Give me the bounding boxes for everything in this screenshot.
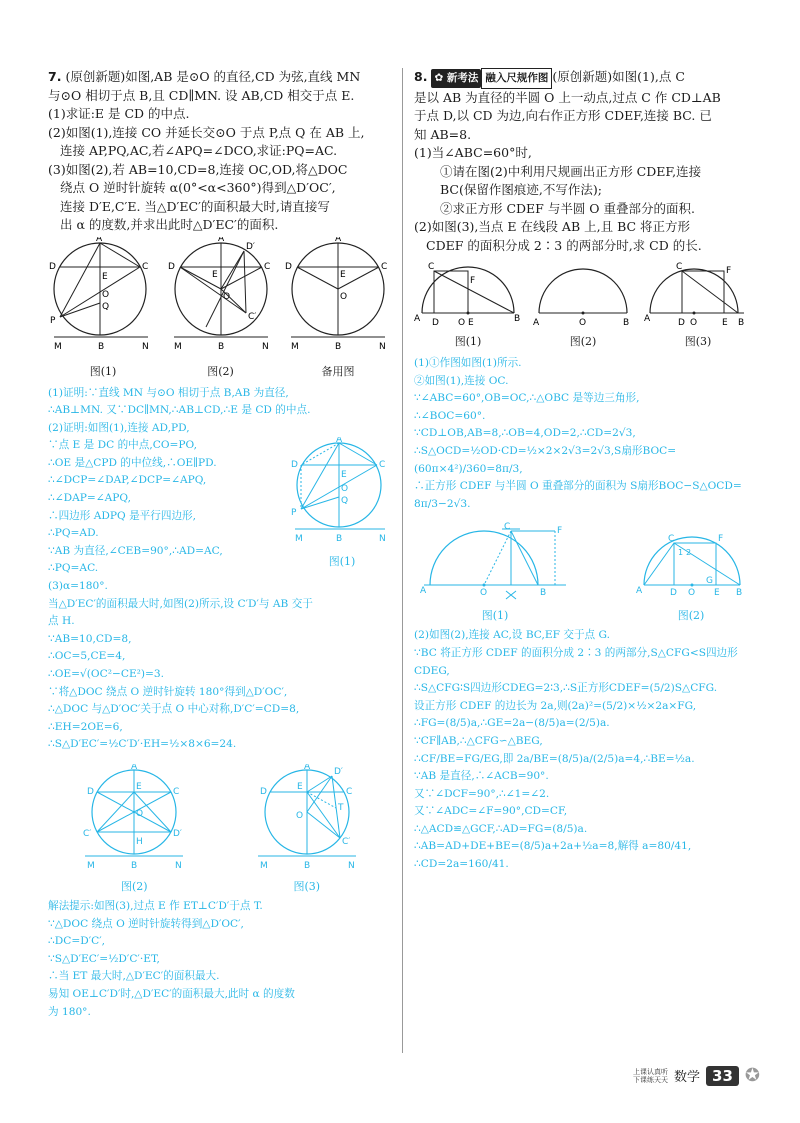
slogan-line-1: 上课认真听	[633, 1067, 669, 1076]
svg-text:B: B	[540, 588, 547, 599]
svg-text:C: C	[381, 261, 388, 272]
svg-text:O: O	[295, 810, 303, 821]
q7-answer-fig-caption-2: 图(2)	[120, 879, 148, 893]
svg-text:A: A	[336, 436, 343, 445]
q8-ans-line: ∵CD⊥OB,AB=8,∴OB=4,OD=2,∴CD=2√3,	[414, 427, 636, 440]
q8-ans-line: 8π/3−2√3.	[414, 497, 471, 510]
q7-answer-figure-3	[252, 764, 362, 894]
q8-answer	[414, 355, 752, 513]
svg-text:D: D	[285, 261, 292, 272]
svg-text:M: M	[87, 860, 96, 871]
svg-text:E: E	[341, 469, 347, 480]
q8-line-6: BC(保留作图痕迹,不写作法);	[440, 182, 602, 197]
q8-ans2-line: ∴CF/BE=FG/EG,即 2a/BE=(8/5)a/(2/5)a=4,∴BE=½a.	[414, 752, 695, 765]
svg-text:Q: Q	[102, 301, 110, 312]
svg-text:D′: D′	[333, 766, 343, 777]
q8-answer-fig-caption-2: 图(2)	[677, 609, 705, 623]
q8-ans2-line: ∵BC 将正方形 CDEF 的面积分成 2∶3 的两部分,S△CFG<S四边形CDEG,	[414, 646, 738, 677]
svg-text:O: O	[480, 588, 488, 599]
q7-answer-fig-caption: 图(1)	[328, 554, 356, 568]
svg-text:H: H	[136, 836, 144, 847]
q7-answer-hint	[48, 898, 393, 1021]
q7-line-3: (2)如图(1),连接 CO 并延长交⊙O 于点 P,点 Q 在 AB 上,	[48, 124, 365, 140]
svg-text:1: 1	[678, 548, 684, 558]
q7-number: 7.	[48, 69, 62, 84]
q7-fig-caption-1: 图(1)	[89, 364, 117, 378]
svg-text:B: B	[98, 341, 105, 352]
q7-ans-line: ∵将△DOC 绕点 O 逆时针旋转 180°得到△D′OC′,	[48, 685, 288, 698]
q7-ans-line: ∴四边形 ADPQ 是平行四边形,	[48, 509, 196, 522]
svg-text:D′: D′	[245, 241, 255, 252]
svg-text:B: B	[738, 318, 745, 328]
svg-text:C: C	[345, 786, 353, 797]
svg-text:C: C	[428, 262, 435, 272]
svg-text:C: C	[668, 534, 675, 545]
q7-ans-line: (1)证明:∵直线 MN 与⊙O 相切于点 B,AB 为直径,	[48, 386, 289, 399]
svg-text:O: O	[222, 291, 230, 302]
q7-ans-line: (3)α=180°.	[48, 580, 108, 593]
question-8	[414, 68, 752, 874]
q7-ans-line: 当△D′EC′的面积最大时,如图(2)所示,设 C′D′与 AB 交于	[48, 597, 313, 610]
svg-text:N: N	[379, 533, 386, 544]
q7-answer	[48, 385, 393, 754]
svg-text:M: M	[54, 341, 62, 352]
q8-ans-line: (1)①作图如图(1)所示.	[414, 357, 522, 369]
question-7	[48, 68, 393, 1021]
svg-text:E: E	[714, 588, 720, 599]
svg-text:P: P	[50, 315, 56, 326]
svg-text:D: D	[678, 318, 685, 328]
q8-ans2-line: ∴S△CFG∶S四边形CDEG=2∶3,∴S正方形CDEF=(5/2)S△CFG.	[414, 682, 718, 695]
q8-ans2-line: ∴△ACD≌△GCF,∴AD=FG=(8/5)a.	[414, 822, 588, 835]
q8-ans-line: ∴正方形 CDEF 与半圆 O 重叠部分的面积为 S扇形BOC−S△OCD=	[414, 480, 742, 493]
q8-fig-caption-3: 图(3)	[684, 335, 712, 348]
q7-line-5: (3)如图(2),若 AB=10,CD=8,连接 OC,OD,将△DOC	[48, 161, 348, 177]
svg-text:A: A	[335, 236, 342, 244]
svg-text:A: A	[96, 236, 103, 244]
q8-ans-line: ②如图(1),连接 OC.	[414, 374, 509, 387]
svg-text:P: P	[291, 507, 297, 518]
q7-hint-line: 解法提示:如图(3),过点 E 作 ET⊥C′D′于点 T.	[48, 899, 263, 912]
q7-figure-backup	[283, 237, 393, 379]
slogan-line-2: 下课练天天	[633, 1075, 669, 1084]
q7-ans-line: ∴△DOC 与△D′OC′关于点 O 中心对称,D′C′=CD=8,	[48, 703, 300, 716]
svg-text:B: B	[335, 341, 342, 352]
q8-ans2-line: ∴AB=AD+DE+BE=(8/5)a+2a+½a=8,解得 a=80/41,	[414, 840, 692, 853]
footer-slogan	[633, 1068, 668, 1084]
q7-ans-line: ∴OC=5,CE=4,	[48, 650, 126, 663]
q7-ans-line: ∵AB 为直径,∠CEB=90°,∴AD=AC,	[48, 544, 223, 557]
svg-text:G: G	[706, 576, 713, 587]
svg-text:M: M	[173, 341, 182, 352]
q7-fig-caption-2: 图(2)	[207, 364, 234, 378]
q8-ans2-line: 设正方形 CDEF 的边长为 2a,则(2a)²=(5/2)×½×2a×FG,	[414, 699, 697, 712]
svg-text:O: O	[458, 318, 466, 328]
q8-ans2-line: (2)如图(2),连接 AC,设 BC,EF 交于点 G.	[414, 629, 610, 642]
svg-text:O: O	[136, 808, 144, 819]
svg-text:A: A	[533, 318, 540, 328]
q7-figure-1	[48, 237, 158, 379]
svg-text:C′: C′	[247, 311, 256, 322]
q7-answer-figure-2	[79, 764, 189, 894]
svg-text:C′: C′	[341, 836, 351, 847]
svg-text:B: B	[217, 341, 224, 352]
q8-answer-fig-caption-1: 图(1)	[481, 609, 509, 623]
svg-text:A: A	[636, 586, 643, 597]
svg-text:E: E	[722, 318, 728, 328]
svg-text:F: F	[718, 534, 724, 545]
svg-text:M: M	[291, 341, 299, 352]
mascot-icon: ✪	[744, 1065, 760, 1086]
q8-ans2-line: ∵CF∥AB,∴△CFG∽△BEG,	[414, 734, 543, 747]
q8-line-2: 于点 D,以 CD 为边,向右作正方形 CDEF,连接 BC. 已	[414, 108, 712, 123]
q7-hint-line: ∴DC=D′C′,	[48, 935, 105, 948]
svg-text:2: 2	[686, 548, 692, 558]
svg-text:A: A	[303, 763, 310, 772]
q7-ans-line: ∴∠DAP=∠APQ,	[48, 492, 131, 505]
q8-ans-line: ∴∠BOC=60°.	[414, 409, 486, 422]
svg-text:D: D	[49, 261, 56, 272]
q7-line-1: 与⊙O 相切于点 B,且 CD∥MN. 设 AB,CD 相交于点 E.	[48, 87, 355, 103]
svg-text:B: B	[303, 860, 310, 871]
subject-label: 数学	[674, 1070, 701, 1085]
svg-text:D′: D′	[173, 828, 183, 839]
svg-text:C: C	[504, 522, 511, 533]
svg-text:D: D	[259, 786, 267, 797]
svg-text:O: O	[579, 318, 587, 328]
svg-text:C: C	[676, 262, 683, 272]
svg-text:B: B	[514, 314, 521, 324]
svg-text:E: E	[296, 781, 303, 792]
svg-text:N: N	[175, 860, 182, 871]
q7-hint-line: ∵△DOC 绕点 O 逆时针旋转得到△D′OC′,	[48, 917, 244, 930]
svg-text:E: E	[340, 269, 346, 280]
svg-text:Q: Q	[341, 495, 349, 506]
q7-answer-fig-caption-3: 图(3)	[293, 879, 321, 893]
q7-ans-line: ∴AB⊥MN. 又∵DC∥MN,∴AB⊥CD,∴E 是 CD 的中点.	[48, 404, 311, 417]
q7-ans-line: ∴∠DCP=∠DAP,∠DCP=∠APQ,	[48, 474, 207, 487]
page-footer	[633, 1065, 760, 1086]
svg-text:O: O	[340, 291, 348, 302]
q7-ans-line: ∴S△D′EC′=½C′D′·EH=½×8×6=24.	[48, 738, 237, 751]
q7-line-0: 7. (原创新题)如图,AB 是⊙O 的直径,CD 为弦,直线 MN	[48, 69, 361, 84]
svg-text:N: N	[142, 341, 149, 352]
svg-text:A: A	[414, 314, 421, 324]
star-icon: ✿	[434, 72, 444, 84]
svg-text:B: B	[623, 318, 630, 328]
new-method-badge: ✿ 新考法	[431, 69, 481, 88]
q8-fig-caption-2: 图(2)	[569, 335, 597, 348]
q7-fig-caption-backup: 备用图	[321, 364, 355, 378]
svg-text:A: A	[131, 763, 138, 772]
q8-ans-line: ∵∠ABC=60°,OB=OC,∴△OBC 是等边三角形,	[414, 392, 640, 405]
column-divider	[402, 68, 403, 1053]
q7-line-7: 连接 D′E,C′E. 当△D′EC′的面积最大时,请直接写	[60, 198, 330, 214]
q8-answer-figure-1	[420, 521, 570, 623]
q7-hint-line: 易知 OE⊥C′D′时,△D′EC′的面积最大,此时 α 的度数	[48, 987, 295, 1000]
q8-figure-1	[414, 259, 522, 349]
q7-line-2: (1)求证:E 是 CD 的中点.	[48, 106, 190, 121]
q8-line-0: 8. ✿ 新考法 融入尺规作图 (原创新题)如图(1),点 C	[414, 68, 752, 89]
svg-text:E: E	[136, 781, 142, 792]
q8-answer-part2	[414, 627, 752, 873]
svg-text:D: D	[291, 459, 298, 470]
ruler-compass-badge: 融入尺规作图	[481, 68, 552, 89]
svg-text:C: C	[263, 261, 270, 272]
q7-ans-line: ∴PQ=AD.	[48, 527, 99, 540]
q7-ans-line: 点 H.	[48, 615, 75, 628]
svg-text:A: A	[420, 586, 427, 597]
svg-text:T: T	[337, 802, 344, 813]
svg-text:N: N	[379, 341, 386, 352]
q7-figure-2	[166, 237, 276, 379]
q7-hint-line: ∴当 ET 最大时,△D′EC′的面积最大.	[48, 970, 220, 983]
svg-text:E: E	[468, 318, 474, 328]
q8-ans2-line: ∵AB 是直径,∴∠ACB=90°.	[414, 770, 549, 783]
q8-answer-figures	[414, 521, 752, 623]
q8-figure-2	[533, 259, 633, 349]
q7-figures	[48, 237, 393, 379]
svg-text:C: C	[142, 261, 149, 272]
q7-ans-line: ∴PQ=AC.	[48, 562, 99, 575]
q7-ans-line: ∴OE=√(OC²−CE²)=3.	[48, 668, 165, 680]
svg-text:B: B	[131, 860, 138, 871]
q8-line-1: 是以 AB 为直径的半圆 O 上一动点,过点 C 作 CD⊥AB	[414, 89, 721, 105]
svg-text:F: F	[470, 276, 476, 286]
q8-ans2-line: ∴FG=(8/5)a,∴GE=2a−(8/5)a=(2/5)a.	[414, 717, 610, 730]
svg-text:C′: C′	[83, 828, 92, 839]
q7-ans-line: ∴OE 是△CPD 的中位线,∴OE∥PD.	[48, 456, 217, 469]
svg-text:O: O	[102, 289, 110, 300]
svg-text:D: D	[670, 588, 677, 599]
svg-text:O: O	[688, 588, 696, 599]
q8-line-8: (2)如图(3),当点 E 在线段 AB 上,且 BC 将正方形	[414, 219, 691, 234]
svg-text:E: E	[102, 271, 108, 282]
svg-text:M: M	[295, 533, 303, 544]
q7-ans-line: ∵点 E 是 DC 的中点,CO=PO,	[48, 439, 197, 452]
svg-text:F: F	[726, 266, 732, 276]
svg-text:A: A	[644, 314, 651, 324]
svg-text:B: B	[736, 588, 743, 599]
q8-fig-caption-1: 图(1)	[454, 335, 482, 348]
q7-hint-line: ∵S△D′EC′=½D′C′·ET,	[48, 952, 160, 965]
svg-text:N: N	[261, 341, 269, 352]
q8-line-5: ①请在图(2)中利用尺规画出正方形 CDEF,连接	[440, 163, 702, 179]
svg-text:D: D	[87, 786, 95, 797]
svg-text:F: F	[557, 526, 563, 537]
q7-line-4: 连接 AP,PQ,AC,若∠APQ=∠DCO,求证:PQ=AC.	[60, 143, 338, 158]
svg-text:O: O	[690, 318, 698, 328]
q7-ans-line: (2)证明:如图(1),连接 AD,PD,	[48, 421, 190, 434]
svg-text:C: C	[173, 786, 180, 797]
svg-text:C: C	[379, 459, 386, 470]
q8-ans-line: ∴S△OCD=½OD·CD=½×2×2√3=2√3,S扇形BOC=(60π×4²)/360=8π/3,	[414, 444, 677, 475]
q7-line-8: 出 α 的度数,并求出此时△D′EC′的面积.	[60, 217, 279, 232]
q7-hint-line: 为 180°.	[48, 1005, 91, 1018]
svg-text:M: M	[259, 860, 268, 871]
q7-ans-line: ∵AB=10,CD=8,	[48, 632, 132, 645]
q8-number: 8.	[414, 69, 428, 84]
svg-text:A: A	[217, 236, 224, 244]
q7-line-6: 绕点 O 逆时针旋转 α(0°<α<360°)得到△D′OC′,	[60, 180, 336, 195]
q7-answer-figure-1	[291, 437, 393, 569]
q8-line-9: CDEF 的面积分成 2∶3 的两部分时,求 CD 的长.	[426, 237, 702, 253]
q8-figure-3	[644, 259, 752, 349]
q8-line-7: ②求正方形 CDEF 与半圆 O 重叠部分的面积.	[440, 200, 695, 216]
svg-text:D: D	[432, 318, 439, 328]
svg-text:O: O	[341, 483, 349, 494]
svg-text:N: N	[347, 860, 355, 871]
q8-line-3: 知 AB=8.	[414, 126, 472, 142]
q8-line-4: (1)当∠ABC=60°时,	[414, 145, 532, 160]
q8-figures	[414, 259, 752, 349]
page-number: 33	[706, 1066, 739, 1086]
svg-text:B: B	[336, 533, 343, 544]
q8-answer-figure-2	[636, 521, 746, 623]
svg-text:E: E	[211, 269, 218, 280]
q8-ans2-line: 又∵∠ADC=∠F=90°,CD=CF,	[414, 805, 568, 818]
q7-ans-line: ∴EH=2OE=6,	[48, 720, 123, 733]
q7-answer-figures	[48, 764, 393, 894]
q8-ans2-line: 又∵∠DCF=90°,∴∠1=∠2.	[414, 787, 550, 800]
svg-text:D: D	[167, 261, 175, 272]
q8-ans2-line: ∴CD=2a=160/41.	[414, 858, 509, 871]
